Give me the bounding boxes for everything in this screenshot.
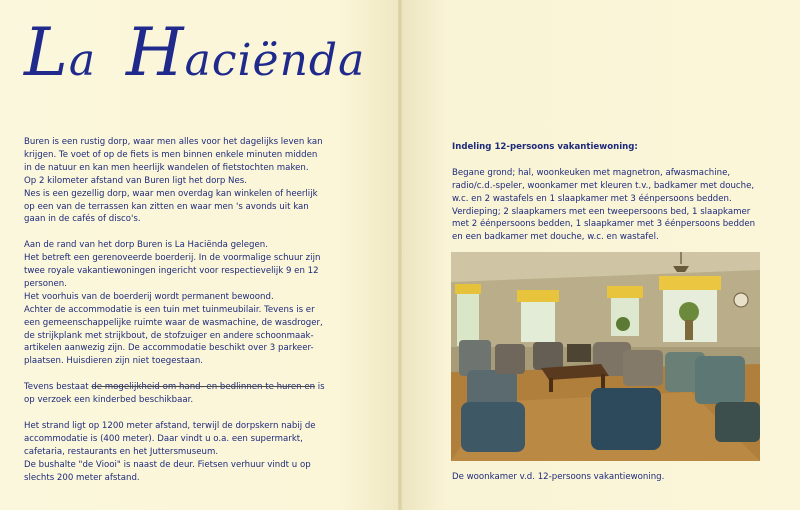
text-line: Achter de accommodatie is een tuin met tuinmeubilair. Tevens is er xyxy=(24,304,315,315)
title-initial-h: H xyxy=(126,14,185,91)
text-line: krijgen. Te voet of op de fiets is men binnen enkele minuten midden xyxy=(24,149,318,160)
right-column-text xyxy=(452,141,772,244)
text-line: de strijkplank met strijkbout, de stofzuiger en andere schoonmaak- xyxy=(24,330,314,341)
text-line: Nes is een gezellig dorp, waar men overdag kan winkelen of heerlijk xyxy=(24,188,318,199)
section-heading: Indeling 12-persoons vakantiewoning: xyxy=(452,142,638,152)
text-line: artikelen aanwezig zijn. De accommodatie beschikt over 3 parkeer- xyxy=(24,343,314,354)
text-line: Het voorhuis van de boerderij wordt permanent bewoond. xyxy=(24,291,274,302)
text-line: op een van de terrassen kan zitten en waar men 's avonds uit kan xyxy=(24,201,309,212)
strike-before: Tevens bestaat xyxy=(24,382,92,393)
text-line: plaatsen. Huisdieren zijn niet toegestaan. xyxy=(24,356,204,367)
text-line: Buren is een rustig dorp, waar men alles voor het dagelijks leven kan xyxy=(24,137,323,147)
text-line: Begane grond; hal, woonkeuken met magnetron, afwasmachine, xyxy=(452,167,731,178)
text-line: op verzoek een kinderbed beschikbaar. xyxy=(24,395,194,406)
text-line: Op 2 kilometer afstand van Buren ligt het dorp Nes. xyxy=(24,175,247,186)
page-fold xyxy=(398,0,402,510)
text-line: w.c. en 2 wastafels en 1 slaapkamer met 3 éénpersoons bedden. xyxy=(452,193,732,204)
page-title xyxy=(24,14,365,91)
text-line: personen. xyxy=(24,278,67,289)
living-room-photo xyxy=(451,252,760,461)
text-line: gaan in de cafés of disco's. xyxy=(24,214,141,225)
text-line: De bushalte "de Viooi" is naast de deur. Fietsen verhuur vindt u op xyxy=(24,459,311,470)
text-line: radio/c.d.-speler, woonkamer met kleuren t.v., badkamer met douche, xyxy=(452,180,755,191)
text-line: met 2 éénpersoons bedden, 1 slaapkamer met 3 éénpersoons bedden xyxy=(452,219,756,230)
photo-caption: De woonkamer v.d. 12-persoons vakantiewoning. xyxy=(452,472,665,482)
text-line: Verdieping; 2 slaapkamers met een tweepersoons bed, 1 slaapkamer xyxy=(452,206,751,217)
strike-after: is xyxy=(315,382,325,393)
text-line-struck xyxy=(24,381,374,394)
text-line: accommodatie is (400 meter). Daar vindt u o.a. een supermarkt, xyxy=(24,433,303,444)
title-rest-a: a xyxy=(68,35,97,86)
text-line: slechts 200 meter afstand. xyxy=(24,472,140,483)
left-column-text xyxy=(24,136,374,484)
text-line: Het strand ligt op 1200 meter afstand, terwijl de dorpskern nabij de xyxy=(24,420,316,431)
title-initial-l: L xyxy=(24,14,69,91)
text-line: twee royale vakantiewoningen ingericht voor respectievelijk 9 en 12 xyxy=(24,266,319,277)
title-rest-acienda: aciënda xyxy=(184,35,366,86)
text-line: en een badkamer met douche, w.c. en wastafel. xyxy=(452,232,659,243)
living-room-photo-icon xyxy=(451,252,760,461)
text-line: een gemeenschappelijke ruimte waar de wasmachine, de wasdroger, xyxy=(24,317,323,328)
text-line: in de natuur en kan men heerlijk wandelen of fietstochten maken. xyxy=(24,162,309,173)
text-line: Het betreft een gerenoveerde boerderij. In de voormalige schuur zijn xyxy=(24,253,321,264)
text-line: cafetaria, restaurants en het Juttersmuseum. xyxy=(24,446,219,457)
struck-text: de mogelijkheid om hand- en bedlinnen te huren en xyxy=(91,382,316,393)
text-line: Aan de rand van het dorp Buren is La Haciënda gelegen. xyxy=(24,240,268,251)
